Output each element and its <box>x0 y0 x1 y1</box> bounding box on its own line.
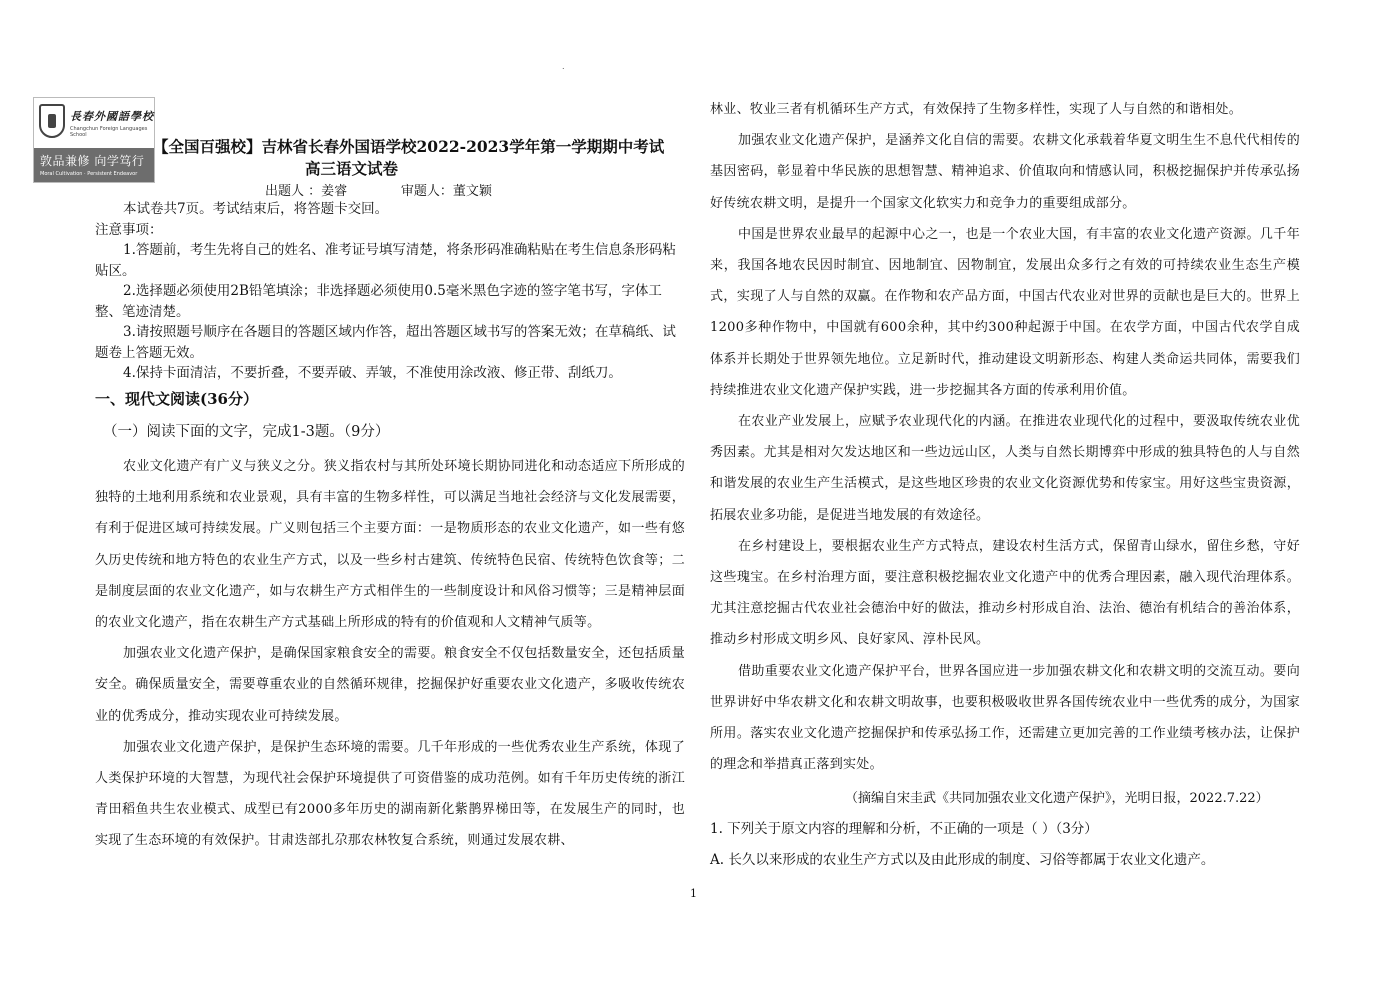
passage-paragraph: 农业文化遗产有广义与狭义之分。狭义指农村与其所处环境长期协同进化和动态适应下所形成的独特的土地利用系统和农业景观，具有丰富的生物多样性，可以满足当地社会经济与文化发展需要，有利于促进区域可持续发展。广义则包括三个主要方面：一是物质形态的农业文化遗产，如一些有悠久历史传统和地方特色的农业生产方式，以及一些乡村古建筑、传统特色民宿、传统特色饮食等；二是制度层面的农业文化遗产，如与农耕生产方式相伴生的一些制度设计和风俗习惯等；三是精神层面的农业文化遗产，指在农耕生产方式基础上所形成的特有的价值观和人文精神气质等。 <box>95 459 685 631</box>
exam-instructions <box>95 199 687 384</box>
exam-subtitle: 高三语文试卷 <box>305 159 399 178</box>
logo-motto: 敦品兼修 向学笃行 <box>40 154 145 168</box>
passage-paragraph: 加强农业文化遗产保护，是确保国家粮食安全的需要。粮食安全不仅包括数量安全，还包括质量安全。确保质量安全，需要尊重农业的自然循环规律，挖掘保护好重要农业文化遗产，多吸收传统农业的优秀成分，推动实现农业可持续发展。 <box>95 646 685 724</box>
school-emblem-icon <box>39 104 65 138</box>
exam-title: 【全国百强校】吉林省长春外国语学校2022-2023学年第一学期期中考试 <box>153 137 665 156</box>
subsection-heading: （一）阅读下面的文字，完成1-3题。（9分） <box>103 424 390 440</box>
passage-paragraph: 加强农业文化遗产保护，是保护生态环境的需要。几千年形成的一些优秀农业生产系统，体现了人类保护环境的大智慧，为现代社会保护环境提供了可资借鉴的成功范例。如有千年历史传统的浙江青田稻鱼共生农业模式、成型已有2000多年历史的湖南新化紫鹊界梯田等，在发展生产的同时，也实现了生态环境的有效保护。甘肃迭部扎尕那农林牧复合系统，则通过发展农耕、 <box>95 739 685 849</box>
notice-item: 3.请按照题号顺序在各题目的答题区域内作答，超出答题区域书写的答案无效；在草稿纸、试题卷上答题无效。 <box>95 324 676 361</box>
notice-item: 1.答题前，考生先将自己的姓名、准考证号填写清楚，将条形码准确粘贴在考生信息条形码粘贴区。 <box>95 242 676 279</box>
logo-school-name-en: Changchun Foreign Languages School <box>70 126 148 138</box>
section-heading: 一、现代文阅读(36分） <box>95 390 258 408</box>
header-dot: . <box>562 62 565 71</box>
notice-item: 4.保持卡面清洁，不要折叠，不要弄破、弄皱，不准使用涂改液、修正带、刮纸刀。 <box>123 365 622 381</box>
question-1: 1. 下列关于原文内容的理解和分析，不正确的一项是（ ）（3分） <box>710 821 1098 837</box>
exam-authors: 出题人 ：姜睿 审题人：董文颖 <box>265 184 492 199</box>
instructions-line: 本试卷共7页。考试结束后，将答题卡交回。 <box>123 201 389 217</box>
notice-item: 2.选择题必须使用2B铅笔填涂；非选择题必须使用0.5毫米黑色字迹的签字笔书写，字体工整、笔迹清楚。 <box>95 283 662 320</box>
logo-school-name: 長春外國語學校 <box>70 110 154 123</box>
notice-label: 注意事项： <box>95 221 163 238</box>
school-logo <box>33 97 155 183</box>
passage-paragraph: 在乡村建设上，要根据农业生产方式特点，建设农村生活方式，保留青山绿水，留住乡愁，守好这些瑰宝。在乡村治理方面，要注意积极挖掘农业文化遗产中的优秀合理因素，融入现代治理体系。尤其注意挖掘古代农业社会德治中好的做法，推动乡村形成自治、法治、德治有机结合的善治体系，推动乡村形成文明乡风、良好家风、淳朴民风。 <box>710 538 1300 648</box>
question-1-option-a: A. 长久以来形成的农业生产方式以及由此形成的制度、习俗等都属于农业文化遗产。 <box>710 852 1215 868</box>
passage-paragraph: 中国是世界农业最早的起源中心之一，也是一个农业大国，有丰富的农业文化遗产资源。几千年来，我国各地农民因时制宜、因地制宜、因物制宜，发展出众多行之有效的可持续农业生态生产模式，实现了人与自然的双赢。在作物和农产品方面，中国古代农业对世界的贡献也是巨大的。世界上1200多种作物中，中国就有600余种，其中约300种起源于中国。在农学方面，中国古代农学自成体系并长期处于世界领先地位。立足新时代，推动建设文明新形态、构建人类命运共同体，需要我们持续推进农业文化遗产保护实践，进一步挖掘其各方面的传承利用价值。 <box>710 226 1300 398</box>
reading-passage-left <box>95 451 685 857</box>
passage-source: （摘编自宋圭武《共同加强农业文化遗产保护》，光明日报，2022.7.22） <box>845 791 1269 806</box>
reading-passage-right <box>710 94 1300 780</box>
passage-paragraph: 加强农业文化遗产保护，是涵养文化自信的需要。农耕文化承载着华夏文明生生不息代代相传的基因密码，彰显着中华民族的思想智慧、精神追求、价值取向和情感认同，积极挖掘保护并传承弘扬好传统农耕文明，是提升一个国家文化软实力和竞争力的重要组成部分。 <box>710 133 1300 211</box>
passage-continuation: 林业、牧业三者有机循环生产方式，有效保持了生物多样性，实现了人与自然的和谐相处。 <box>710 102 1243 117</box>
page-number: 1 <box>690 887 697 900</box>
passage-paragraph: 在农业产业发展上，应赋予农业现代化的内涵。在推进农业现代化的过程中，要汲取传统农业优秀因素。尤其是相对欠发达地区和一些边远山区，人类与自然长期博弈中形成的独具特色的人与自然和谐发展的农业生产生活模式，是这些地区珍贵的农业文化资源优势和传家宝。用好这些宝贵资源，拓展农业多功能，是促进当地发展的有效途径。 <box>710 414 1300 523</box>
passage-paragraph: 借助重要农业文化遗产保护平台，世界各国应进一步加强农耕文化和农耕文明的交流互动。要向世界讲好中华农耕文化和农耕文明故事，也要积极吸收世界各国传统农业中一些优秀的成分，为国家所用。落实农业文化遗产挖掘保护和传承弘扬工作，还需建立更加完善的工作业绩考核办法，让保护的理念和举措真正落到实处。 <box>710 663 1300 773</box>
logo-motto-en: Moral Cultivation · Persistent Endeavor <box>40 171 138 177</box>
